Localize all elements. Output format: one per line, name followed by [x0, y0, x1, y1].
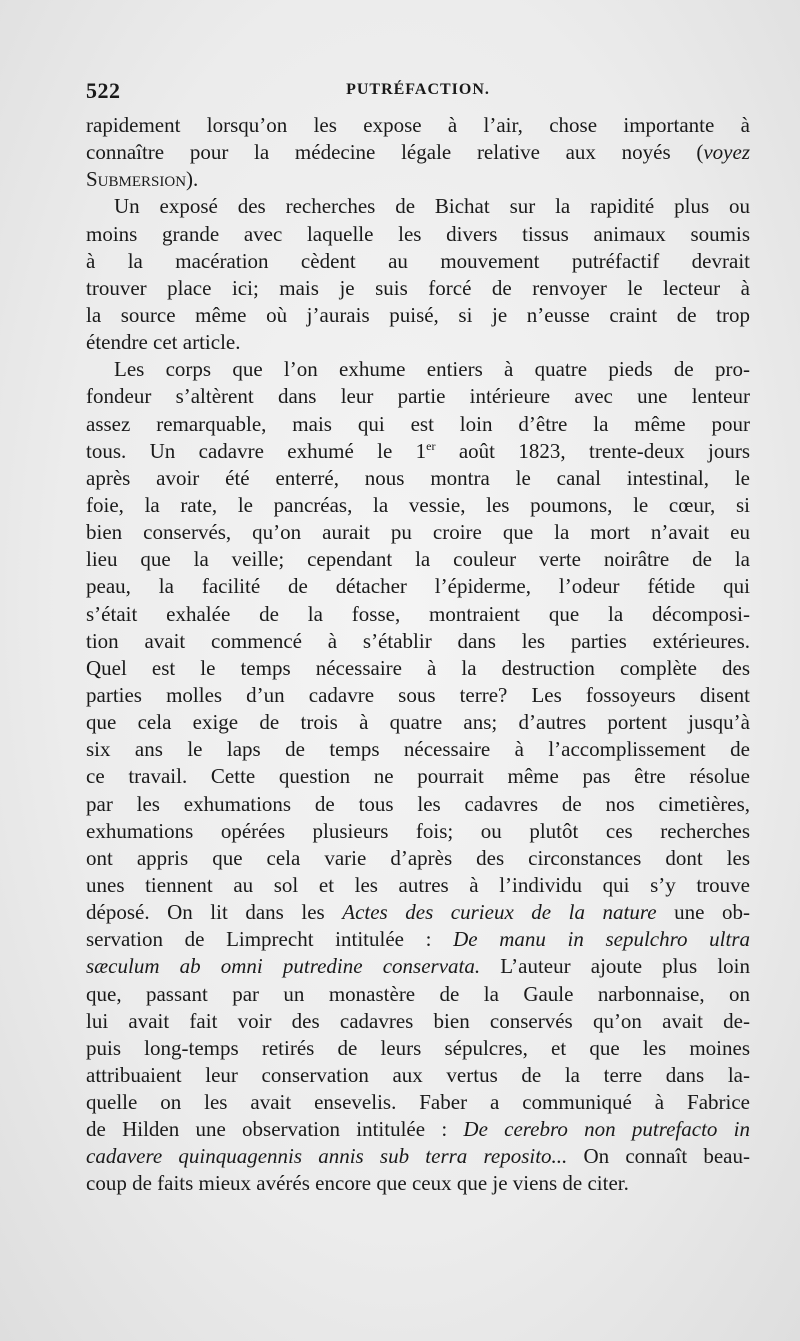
text-line [86, 356, 750, 383]
text-line [86, 601, 750, 628]
text-line [86, 166, 750, 193]
text-span: rapidement lorsqu’on les expose à l’air, chose importante à [86, 113, 750, 137]
italic-text: De manu in sepulchro ultra [453, 927, 750, 952]
text-span: foie, la rate, le pancréas, la vessie, les poumons, le cœur, si [86, 492, 750, 517]
page-header [86, 78, 750, 104]
text-span: unes tiennent au sol et les autres à l’individu qui s’y trouve [86, 872, 750, 897]
italic-text: voyez [703, 140, 750, 165]
text-span: puis long-temps retirés de leurs sépulcres, et que les moines [86, 1035, 750, 1060]
text-span: bien conservés, qu’on aurait pu croire que la mort n’avait eu [86, 520, 750, 545]
text-line [86, 302, 750, 329]
text-span: août 1823, trente-deux jours [435, 438, 750, 463]
text-span: quelle on les avait ensevelis. Faber a communiqué à Fabrice [86, 1090, 750, 1115]
text-span: que cela exige de trois à quatre ans; d’autres portent jusqu’à [86, 710, 750, 735]
text-span: Submersion [86, 167, 187, 192]
text-span: Quel est le temps nécessaire à la destruction complète des [86, 655, 750, 680]
text-span: par les exhumations de tous les cadavres de nos cimetières, [86, 791, 750, 816]
text-span: coup de faits mieux avérés encore que ceux que je viens de citer. [86, 1171, 629, 1196]
text-line [86, 248, 750, 275]
text-span: six ans le laps de temps nécessaire à l’accomplissement de [86, 737, 750, 762]
page-number: 522 [86, 78, 121, 103]
running-title: PUTRÉFACTION. [346, 81, 490, 98]
text-span: exhumations opérées plusieurs fois; ou plutôt ces recherches [86, 818, 750, 843]
text-line [86, 791, 750, 818]
text-span: trouver place ici; mais je suis forcé de renvoyer le lecteur à [86, 275, 750, 300]
text-line [86, 438, 750, 465]
text-span: peau, la facilité de détacher l’épiderme, l’odeur fétide qui [86, 574, 750, 599]
text-span: L’auteur ajoute plus loin [480, 954, 750, 979]
text-line [86, 709, 750, 736]
text-line [86, 1116, 750, 1143]
text-line [86, 221, 750, 248]
text-span: Un exposé des recherches de Bichat sur la rapidité plus ou [114, 194, 750, 219]
text-span: étendre cet article. [86, 330, 241, 355]
text-span: tion avait commencé à s’établir dans les parties extérieures. [86, 628, 750, 653]
text-line [86, 112, 750, 139]
italic-text: Actes des curieux de la nature [342, 900, 657, 925]
text-line [86, 1089, 750, 1116]
text-line [86, 818, 750, 845]
text-line [86, 899, 750, 926]
text-line [86, 736, 750, 763]
text-line [86, 1143, 750, 1170]
text-line [86, 1062, 750, 1089]
text-line [86, 546, 750, 573]
text-line [86, 465, 750, 492]
text-line [86, 845, 750, 872]
text-line [86, 411, 750, 438]
text-line [86, 383, 750, 410]
text-span: servation de Limprecht intitulée : [86, 927, 454, 952]
text-span: Les corps que l’on exhume entiers à quatre pieds de pro- [114, 357, 750, 382]
text-span: que, passant par un monastère de la Gaule narbonnaise, on [86, 981, 750, 1006]
superscript-text: er [426, 438, 436, 453]
text-span: la source même où j’aurais puisé, si je n’eusse craint de trop [86, 302, 750, 327]
text-line [86, 628, 750, 655]
text-line [86, 275, 750, 302]
text-span: fondeur s’altèrent dans leur partie intérieure avec une lenteur [86, 384, 750, 409]
text-span: attribuaient leur conservation aux vertus de la terre dans la- [86, 1062, 750, 1087]
text-line [86, 492, 750, 519]
text-span: connaître pour la médecine légale relative aux noyés ( [86, 140, 704, 165]
text-line [86, 682, 750, 709]
text-span: ). [186, 167, 199, 192]
text-span: à la macération cèdent au mouvement putréfactif devrait [86, 248, 750, 273]
body-text [86, 112, 750, 1198]
text-line [86, 519, 750, 546]
text-line [86, 193, 750, 220]
text-line [86, 1008, 750, 1035]
text-line [86, 1170, 750, 1197]
text-span: lieu que la veille; cependant la couleur verte noirâtre de la [86, 547, 750, 572]
text-span: assez remarquable, mais qui est loin d’être la même pour [86, 411, 750, 436]
text-span: parties molles d’un cadavre sous terre? Les fossoyeurs disent [86, 682, 750, 707]
text-line [86, 763, 750, 790]
text-span: après avoir été enterré, nous montra le canal intestinal, le [86, 465, 750, 490]
text-span: une ob- [656, 900, 750, 925]
text-line [86, 573, 750, 600]
text-span: s’était exhalée de la fosse, montraient que la décomposi- [86, 601, 750, 626]
text-span: moins grande avec laquelle les divers tissus animaux soumis [86, 221, 750, 246]
text-line [86, 981, 750, 1008]
text-span: tous. Un cadavre exhumé le 1 [86, 438, 427, 463]
text-line [86, 926, 750, 953]
text-span: de Hilden une observation intitulée : [86, 1117, 464, 1142]
text-span: On connaît beau- [567, 1144, 750, 1169]
italic-text: sæculum ab omni putredine conservata. [86, 954, 481, 979]
italic-text: De cerebro non putrefacto in [463, 1117, 751, 1142]
text-line [86, 872, 750, 899]
italic-text: cadavere quinquagennis annis sub terra reposito... [86, 1144, 568, 1169]
text-line [86, 139, 750, 166]
text-span: ont appris que cela varie d’après des circonstances dont les [86, 845, 750, 870]
text-span: déposé. On lit dans les [86, 900, 343, 925]
text-span: ce travail. Cette question ne pourrait même pas être résolue [86, 764, 750, 789]
text-span: lui avait fait voir des cadavres bien conservés qu’on avait de- [86, 1008, 750, 1033]
text-line [86, 329, 750, 356]
text-line [86, 655, 750, 682]
text-line [86, 953, 750, 980]
text-line [86, 1035, 750, 1062]
